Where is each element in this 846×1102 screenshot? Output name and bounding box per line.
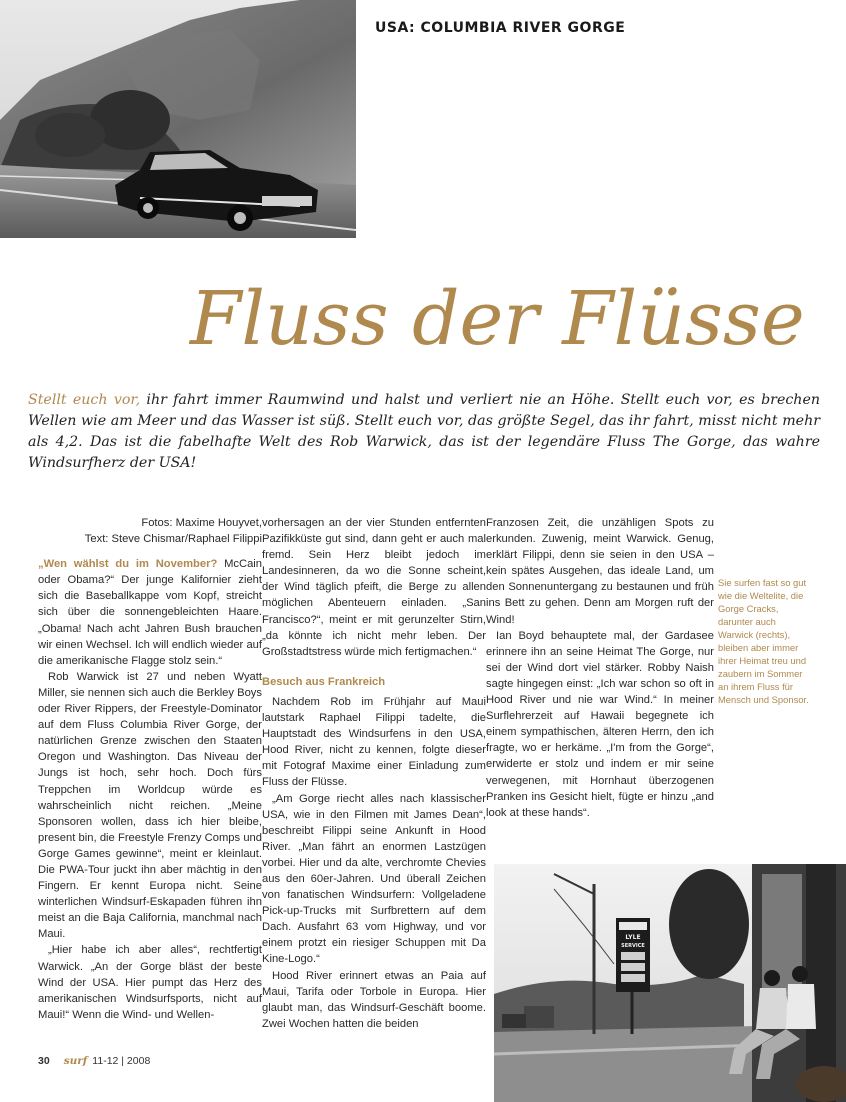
car-photo-illustration xyxy=(0,0,356,238)
intro-paragraph xyxy=(28,390,820,474)
headline: Fluss der Flüsse xyxy=(190,276,805,362)
paragraph: Nachdem Rob im Frühjahr auf Maui lautstark Raphael Filippi tadelte, die Hauptstadt des Windsurfens in den USA, Hood River, nicht zu kennen, folgte dieser mit Fotograf Maxime einer Einladung zum Fluss der Flüsse. xyxy=(262,695,486,789)
intro-lead: Stellt euch vor, xyxy=(28,392,141,408)
paragraph: „Wen wählst du im November? McCain oder Obama?“ Der junge Kalifornier zieht sich die Baseballkappe vom Kopf, streicht sich über die sonnengebleichten Haare. „Obama! Nach acht Jahren Bush brauchen wir einen Wechsel. Ich will endlich wieder auf die amerikanische Flagge stolz sein.“ xyxy=(38,558,262,667)
paragraph: Rob Warwick ist 27 und neben Wyatt Miller, sie nennen sich auch die Berkley Boys oder River Rippers, der Freestyle-Dominator auf dem Fluss Columbia River Gorge, der natürlichen Grenze zwischen den Staaten Oregon und Washington. Das Niveau der Jungs ist hoch, sehr hoch. Doch fürs Treppchen im Worldcup würde es wahrscheinlich nicht reichen. „Meine Sponsoren wollen, dass ich hier bleibe, present bin, die Freestyle Frenzy Comps und Gorge Games gewinne“, meint er kleinlaut. Die PWA-Tour juckt ihn aber mächtig in den Fingern. Er kennt Europa nicht. Seine winterlichen Windsurf-Eskapaden führen ihn meist an die Baja California, manchmal nach Maui. xyxy=(38,670,262,941)
kicker: „Wen wählst du im November? xyxy=(38,558,218,571)
paragraph: „Am Gorge riecht alles nach klassischer USA, wie in den Filmen mit James Dean“, beschreibt Filippi seine Ankunft in Hood River. „Man fährt an enormen Lastzügen vorbei. Hier und da alte, verchromte Chevies aus den 60er-Jahren. Und überall Zeichen von fanatischen Windsurfern: Vollgeladene Pick-up-Trucks mit Surfbrettern auf dem Dach. Ausfahrt 63 vom Highway, und vor einem protzt ein riesiger Schuppen mit Da Kine-Logo.“ xyxy=(262,792,486,966)
credits-photos: Fotos: Maxime Houyvet, xyxy=(141,517,262,529)
subheading: Besuch aus Frankreich xyxy=(262,675,386,688)
paragraph: „Hier habe ich aber alles“, rechtfertigt Warwick. „An der Gorge bläst der beste Wind der USA. Hier pumpt das Herz des amerikanischen Windsurfsports, nicht auf Maui!“ Wenn die Wind- und Wellen- xyxy=(38,944,262,1021)
page-number: 30 xyxy=(38,1055,50,1067)
paragraph: vorhersagen an der vier Stunden entfernten Pazifikküste gut sind, dann geht er auch mal fremd. Sein Herz bleibt jedoch im Landesinneren, da wo die Sonne scheint, der Wind täglich pfeift, die Berge zu allen möglichen Abenteuern einladen. „San Francisco?“, meint er mit gerunzelter Stirn, „da könnte ich nicht mehr leben. Der Großstadtstress würde mich fertigmachen.“ xyxy=(262,517,486,658)
paragraph: Franzosen Zeit, die unzähligen Spots zu erkunden. Zuwenig, meint Warwick. Genug, erklärt Filippi, denn sie seien in den USA – kein spätes Ausgehen, das ideale Land, um den Sonnenuntergang zu bestaunen und früh ins Bett zu gehen. Denn am Morgen ruft der Wind! xyxy=(486,517,714,626)
intro-text: ihr fahrt immer Raumwind und halst und verliert nie an Höhe. Stellt euch vor, es brechen Wellen wie am Meer und das Wasser ist süß. Stellt euch vor, das größte Segel, das ihr fahrt, misst nicht mehr als 4,2. Das ist die fabelhafte Welt des Rob Warwick, das ist der legendäre Fluss The Gorge, das wahre Windsurfherz der USA! xyxy=(28,392,820,471)
article-column-3 xyxy=(486,515,714,821)
sign-line-1: LYLE xyxy=(625,934,641,941)
section-tag: USA: COLUMBIA RIVER GORGE xyxy=(375,20,626,36)
paragraph: Hood River erinnert etwas an Paia auf Maui, Tarifa oder Torbole in Europa. Hier glaubt man, das Windsurf-Geschäft boome. Zwei Wochen hatten die beiden xyxy=(262,969,486,1030)
magazine-logo: surf xyxy=(63,1055,88,1067)
paragraph: Ian Boyd behauptete mal, der Gardasee erinnere ihn an seine Heimat The Gorge, nur sei der Wind dort viel stärker. Robby Naish sagte hingegen einst: „Ich war schon so oft in Hood River und nie war Wind.“ In meiner Surflehrerzeit auf Hawaii begegnete ich einem sympathischen, älteren Herrn, den ich fragte, wo er herkäme. „I'm from the Gorge“, erwiderte er stolz und indem er mir seine verwegenen, mit Hornhaut überzogenen Pranken ins Gesicht hielt, fügte er hinzu „and look at these hands“. xyxy=(486,629,714,819)
article-column-2 xyxy=(262,515,486,1032)
photo-caption: Sie surfen fast so gut wie die Weltelite, die Gorge Cracks, darunter auch Warwick (rechts), bleiben aber immer ihrer Heimat treu und zaubern im Sommer an ihrem Fluss für Mensch und Sponsor. xyxy=(718,577,809,705)
credits-text: Text: Steve Chismar/Raphael Filippi xyxy=(84,533,262,546)
car-photo xyxy=(0,0,356,238)
gorge-photo xyxy=(494,864,846,1102)
page-footer xyxy=(38,1055,150,1067)
gorge-photo-illustration xyxy=(494,864,846,1102)
sign-line-2: SERVICE xyxy=(621,943,645,949)
credits xyxy=(38,515,262,547)
issue-date: 11-12 | 2008 xyxy=(92,1055,151,1067)
article-column-1 xyxy=(38,515,262,1023)
